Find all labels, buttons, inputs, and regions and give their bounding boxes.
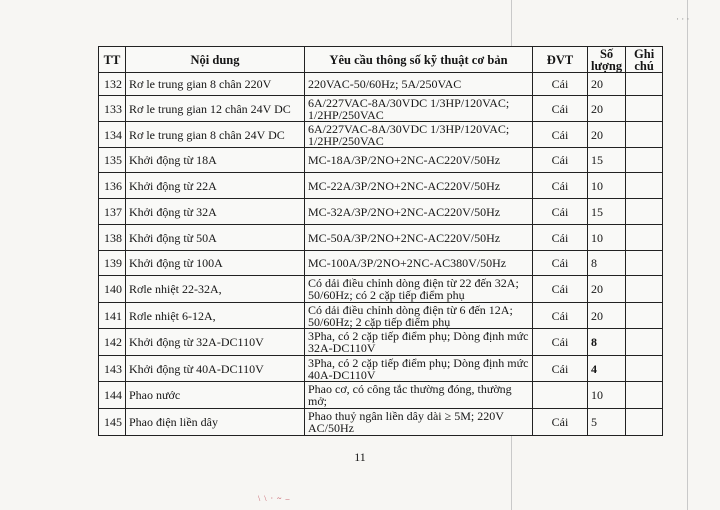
- cell-dvt: Cái: [533, 251, 588, 276]
- cell-so-luong: 8: [588, 251, 626, 276]
- cell-ghi-chu: [626, 303, 663, 329]
- cell-noi-dung: Rơle nhiệt 6-12A,: [126, 303, 305, 329]
- cell-tt: 135: [99, 148, 126, 173]
- header-dvt: ĐVT: [533, 47, 588, 73]
- cell-so-luong: 20: [588, 73, 626, 96]
- cell-yeu-cau: 220VAC-50/60Hz; 5A/250VAC: [305, 73, 533, 96]
- cell-tt: 132: [99, 73, 126, 96]
- cell-ghi-chu: [626, 173, 663, 199]
- table-row: [99, 148, 663, 173]
- table-row: [99, 251, 663, 276]
- cell-dvt: Cái: [533, 303, 588, 329]
- header-yeu-cau: Yêu cầu thông số kỹ thuật cơ bản: [305, 47, 533, 73]
- cell-dvt: Cái: [533, 356, 588, 382]
- cell-so-luong: 20: [588, 276, 626, 303]
- table-row: [99, 173, 663, 199]
- header-noi-dung: Nội dung: [126, 47, 305, 73]
- cell-ghi-chu: [626, 329, 663, 356]
- cell-so-luong: 8: [588, 329, 626, 356]
- cell-noi-dung: Khởi động từ 32A: [126, 199, 305, 225]
- cell-tt: 139: [99, 251, 126, 276]
- cell-tt: 140: [99, 276, 126, 303]
- cell-noi-dung: Khởi động từ 40A-DC110V: [126, 356, 305, 382]
- cell-noi-dung: Khởi động từ 22A: [126, 173, 305, 199]
- cell-so-luong: 15: [588, 148, 626, 173]
- cell-noi-dung: Phao điện liền dây: [126, 409, 305, 436]
- cell-so-luong: 4: [588, 356, 626, 382]
- cell-so-luong: 10: [588, 382, 626, 409]
- table-row: [99, 276, 663, 303]
- table-row: [99, 122, 663, 148]
- cell-yeu-cau: MC-18A/3P/2NO+2NC-AC220V/50Hz: [305, 148, 533, 173]
- cell-noi-dung: Rơ le trung gian 8 chân 24V DC: [126, 122, 305, 148]
- cell-tt: 143: [99, 356, 126, 382]
- cell-noi-dung: Khởi động từ 100A: [126, 251, 305, 276]
- cell-ghi-chu: [626, 225, 663, 251]
- header-tt: TT: [99, 47, 126, 73]
- cell-so-luong: 10: [588, 225, 626, 251]
- cell-yeu-cau: MC-50A/3P/2NO+2NC-AC220V/50Hz: [305, 225, 533, 251]
- table-row: [99, 96, 663, 122]
- cell-dvt: Cái: [533, 276, 588, 303]
- cell-yeu-cau: Phao cơ, có công tắc thường đóng, thường mở;: [305, 382, 533, 409]
- table-row: [99, 409, 663, 436]
- cell-yeu-cau: Phao thuỷ ngân liền dây dài ≥ 5M; 220V AC/50Hz: [305, 409, 533, 436]
- cell-so-luong: 5: [588, 409, 626, 436]
- table-header-row: [99, 47, 663, 73]
- cell-noi-dung: Rơ le trung gian 12 chân 24V DC: [126, 96, 305, 122]
- cell-ghi-chu: [626, 251, 663, 276]
- cell-yeu-cau: MC-32A/3P/2NO+2NC-AC220V/50Hz: [305, 199, 533, 225]
- cell-so-luong: 15: [588, 199, 626, 225]
- table-row: [99, 225, 663, 251]
- header-ghi-chu: Ghi chú: [626, 47, 663, 73]
- cell-dvt: Cái: [533, 148, 588, 173]
- cell-ghi-chu: [626, 382, 663, 409]
- cell-dvt: Cái: [533, 73, 588, 96]
- cell-so-luong: 20: [588, 96, 626, 122]
- cell-yeu-cau: MC-100A/3P/2NO+2NC-AC380V/50Hz: [305, 251, 533, 276]
- cell-yeu-cau: 3Pha, có 2 cặp tiếp điểm phụ; Dòng định mức 32A-DC110V: [305, 329, 533, 356]
- table-row: [99, 199, 663, 225]
- corner-marks: · · ·: [676, 14, 690, 24]
- cell-noi-dung: Khởi động từ 32A-DC110V: [126, 329, 305, 356]
- cell-yeu-cau: Có dải điều chỉnh dòng điện từ 22 đến 32A; 50/60Hz; có 2 cặp tiếp điểm phụ: [305, 276, 533, 303]
- cell-noi-dung: Khởi động từ 50A: [126, 225, 305, 251]
- cell-ghi-chu: [626, 409, 663, 436]
- cell-tt: 133: [99, 96, 126, 122]
- cell-yeu-cau: 6A/227VAC-8A/30VDC 1/3HP/120VAC; 1/2HP/250VAC: [305, 122, 533, 148]
- cell-tt: 138: [99, 225, 126, 251]
- binder-line: [687, 0, 688, 510]
- cell-dvt: Cái: [533, 199, 588, 225]
- cell-dvt: Cái: [533, 122, 588, 148]
- table-row: [99, 382, 663, 409]
- cell-ghi-chu: [626, 276, 663, 303]
- cell-noi-dung: Phao nước: [126, 382, 305, 409]
- cell-so-luong: 20: [588, 303, 626, 329]
- cell-tt: 144: [99, 382, 126, 409]
- cell-ghi-chu: [626, 73, 663, 96]
- cell-dvt: Cái: [533, 329, 588, 356]
- table-row: [99, 356, 663, 382]
- table-row: [99, 329, 663, 356]
- cell-noi-dung: Khởi động từ 18A: [126, 148, 305, 173]
- cell-ghi-chu: [626, 122, 663, 148]
- cell-dvt: [533, 382, 588, 409]
- equipment-spec-table: [98, 46, 663, 436]
- cell-tt: 136: [99, 173, 126, 199]
- cell-tt: 137: [99, 199, 126, 225]
- cell-so-luong: 10: [588, 173, 626, 199]
- cell-dvt: Cái: [533, 96, 588, 122]
- cell-tt: 142: [99, 329, 126, 356]
- cell-noi-dung: Rơ le trung gian 8 chân 220V: [126, 73, 305, 96]
- cell-dvt: Cái: [533, 225, 588, 251]
- cell-ghi-chu: [626, 199, 663, 225]
- cell-ghi-chu: [626, 356, 663, 382]
- cell-yeu-cau: Có dải điều chỉnh dòng điện từ 6 đến 12A; 50/60Hz; 2 cặp tiếp điểm phụ: [305, 303, 533, 329]
- cell-dvt: Cái: [533, 409, 588, 436]
- table-row: [99, 73, 663, 96]
- cell-yeu-cau: 3Pha, có 2 cặp tiếp điểm phụ; Dòng định mức 40A-DC110V: [305, 356, 533, 382]
- cell-ghi-chu: [626, 148, 663, 173]
- cell-noi-dung: Rơle nhiệt 22-32A,: [126, 276, 305, 303]
- page-number: 11: [354, 450, 366, 464]
- cell-tt: 134: [99, 122, 126, 148]
- header-so-luong: Số lượng: [588, 47, 626, 73]
- cell-tt: 141: [99, 303, 126, 329]
- cell-yeu-cau: MC-22A/3P/2NO+2NC-AC220V/50Hz: [305, 173, 533, 199]
- table-row: [99, 303, 663, 329]
- cell-dvt: Cái: [533, 173, 588, 199]
- cell-yeu-cau: 6A/227VAC-8A/30VDC 1/3HP/120VAC; 1/2HP/250VAC: [305, 96, 533, 122]
- cell-ghi-chu: [626, 96, 663, 122]
- ink-scribble: \ \ · ~ –: [258, 494, 291, 503]
- cell-so-luong: 20: [588, 122, 626, 148]
- cell-tt: 145: [99, 409, 126, 436]
